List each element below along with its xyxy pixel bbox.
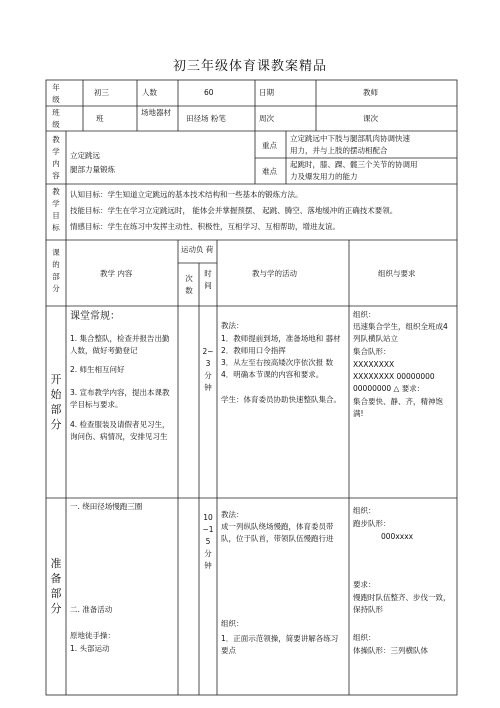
prep-time: 10~15分钟 — [202, 513, 214, 570]
prep-content-2: 二. 准备活动 — [70, 605, 113, 614]
prep-org-2: 000xxxx — [381, 532, 414, 541]
week-label: 周次 — [259, 114, 274, 123]
prep-part-label: 准备部分 — [50, 557, 62, 615]
content-value-2: 腿部力量锻炼 — [70, 165, 115, 174]
objective-cognitive: 认知目标：学生知道立定跳远的基本技术结构和一些基本的锻炼方法。 — [70, 190, 303, 199]
objective-skill: 技能目标：学生在学习立定跳远时， 能体会并掌握预摆、 起跳、腾空、落地缓冲的正确技术要领。 — [70, 206, 398, 215]
prep-content-3: 原地徒手操： — [70, 631, 115, 640]
difficulty-text-2: 力及爆发用力的能力 — [290, 172, 358, 181]
session-label: 课次 — [363, 114, 378, 123]
start-activity-1: 1．教师提前到场，准备场地和 器材 — [221, 334, 341, 343]
prep-activity-title: 教法： — [221, 510, 244, 519]
start-time: 2~3分钟 — [202, 347, 214, 392]
teacher-label: 教师 — [363, 88, 378, 97]
page-title: 初三年级体育课教案精品 — [172, 59, 327, 74]
start-org-5: 00000000 △ 要求： — [353, 384, 425, 393]
start-org-4: XXXXXXXX 00000000 — [353, 372, 435, 381]
content-value-1: 立定跳远 — [70, 151, 100, 160]
prep-activity-3: 1．正面示范领操，简要讲解各练习要点 — [221, 634, 339, 655]
start-org-2: 集合队形： — [353, 347, 391, 356]
key-label: 重点 — [262, 141, 277, 150]
start-part-label: 开始部分 — [50, 373, 62, 431]
key-text-2: 用力，并与上肢的摆动相配合 — [290, 146, 388, 155]
prep-activity-1: 成一列纵队绕场慢跑，体育委员带队，位于队首，带领队伍慢跑行进 — [221, 522, 334, 543]
col-activity: 教与学的活动 — [252, 269, 297, 278]
start-activity-3: 3．从左至右按高矮次序依次报 数 — [221, 358, 334, 367]
prep-org-1: 跑步队形： — [353, 519, 391, 528]
start-org-title: 组织： — [353, 310, 376, 319]
difficulty-label: 难点 — [262, 167, 277, 176]
col-organization: 组织与要求 — [378, 269, 416, 278]
start-activity-2: 2．教师用口令指挥 — [221, 346, 286, 355]
prep-activity-2: 组织： — [221, 619, 244, 628]
objective-emotion: 情感目标：学生在练习中发挥主动性、积极性，互相学习、互相帮助，增进友谊。 — [70, 222, 340, 231]
col-part: 课的部分 — [52, 248, 60, 293]
key-text-1: 立定跳远中下肢与腿部肌肉协调快速 — [290, 134, 410, 143]
prep-org-4: 慢跑时队伍整齐、步伐一致，保持队形 — [353, 593, 451, 614]
prep-org-3: 要求： — [353, 580, 376, 589]
col-count: 次数 — [185, 274, 193, 295]
difficulty-text-1: 起跳时，膝、踝、髋三个关节的协调用 — [290, 160, 418, 169]
start-org-6: 集合要快、静、齐，精神饱满! — [353, 397, 443, 418]
grade-label: 年级 — [52, 83, 60, 104]
content-label: 教学内容 — [52, 135, 60, 180]
start-org-1: 迅速集合学生，组织全班成4列队横队站立 — [353, 322, 448, 343]
objectives-label: 教学目标 — [52, 187, 60, 232]
date-label: 日期 — [259, 88, 274, 97]
start-activity-title: 教法： — [221, 321, 244, 330]
start-content-4: 4. 检查服装及请假者见习生，询问伤、病情况，安排见习生 — [70, 420, 170, 441]
start-content-3: 3. 宣布教学内容，提出本课教学目标与要求。 — [70, 388, 170, 409]
start-org-3: XXXXXXXX — [353, 360, 395, 369]
class-value: 班 — [96, 114, 104, 123]
start-activity-4: 4．明确本节课的内容和要求。 — [221, 370, 324, 379]
venue-value: 田径场 粉笔 — [186, 114, 226, 123]
start-content-1: 1. 集合整队，检查并报告出勤人数，做好考勤登记 — [70, 334, 170, 355]
prep-content-1: 一. 绕田径场慢跑三圈 — [70, 502, 143, 511]
class-label: 班级 — [52, 108, 60, 129]
start-content-2: 2. 师生相互问好 — [70, 365, 125, 374]
prep-content-4: 1. 头部运动 — [70, 644, 110, 653]
venue-label: 场地器材 — [141, 108, 171, 117]
col-content: 教学 内容 — [100, 269, 133, 278]
count-label: 人数 — [142, 88, 157, 97]
col-time: 时间 — [204, 269, 212, 290]
prep-org-6: 体操队形：三列横队体 — [353, 646, 428, 655]
prep-org-5: 组织： — [353, 633, 376, 642]
start-activity-5: 学生：体育委员协助快速整队集合。 — [221, 395, 341, 404]
col-load: 运动负 荷 — [181, 245, 214, 254]
prep-org-title: 组织： — [353, 506, 376, 515]
start-content-title: 课堂常规： — [70, 311, 120, 322]
grade-value: 初三 — [94, 88, 109, 97]
count-value: 60 — [204, 88, 214, 97]
